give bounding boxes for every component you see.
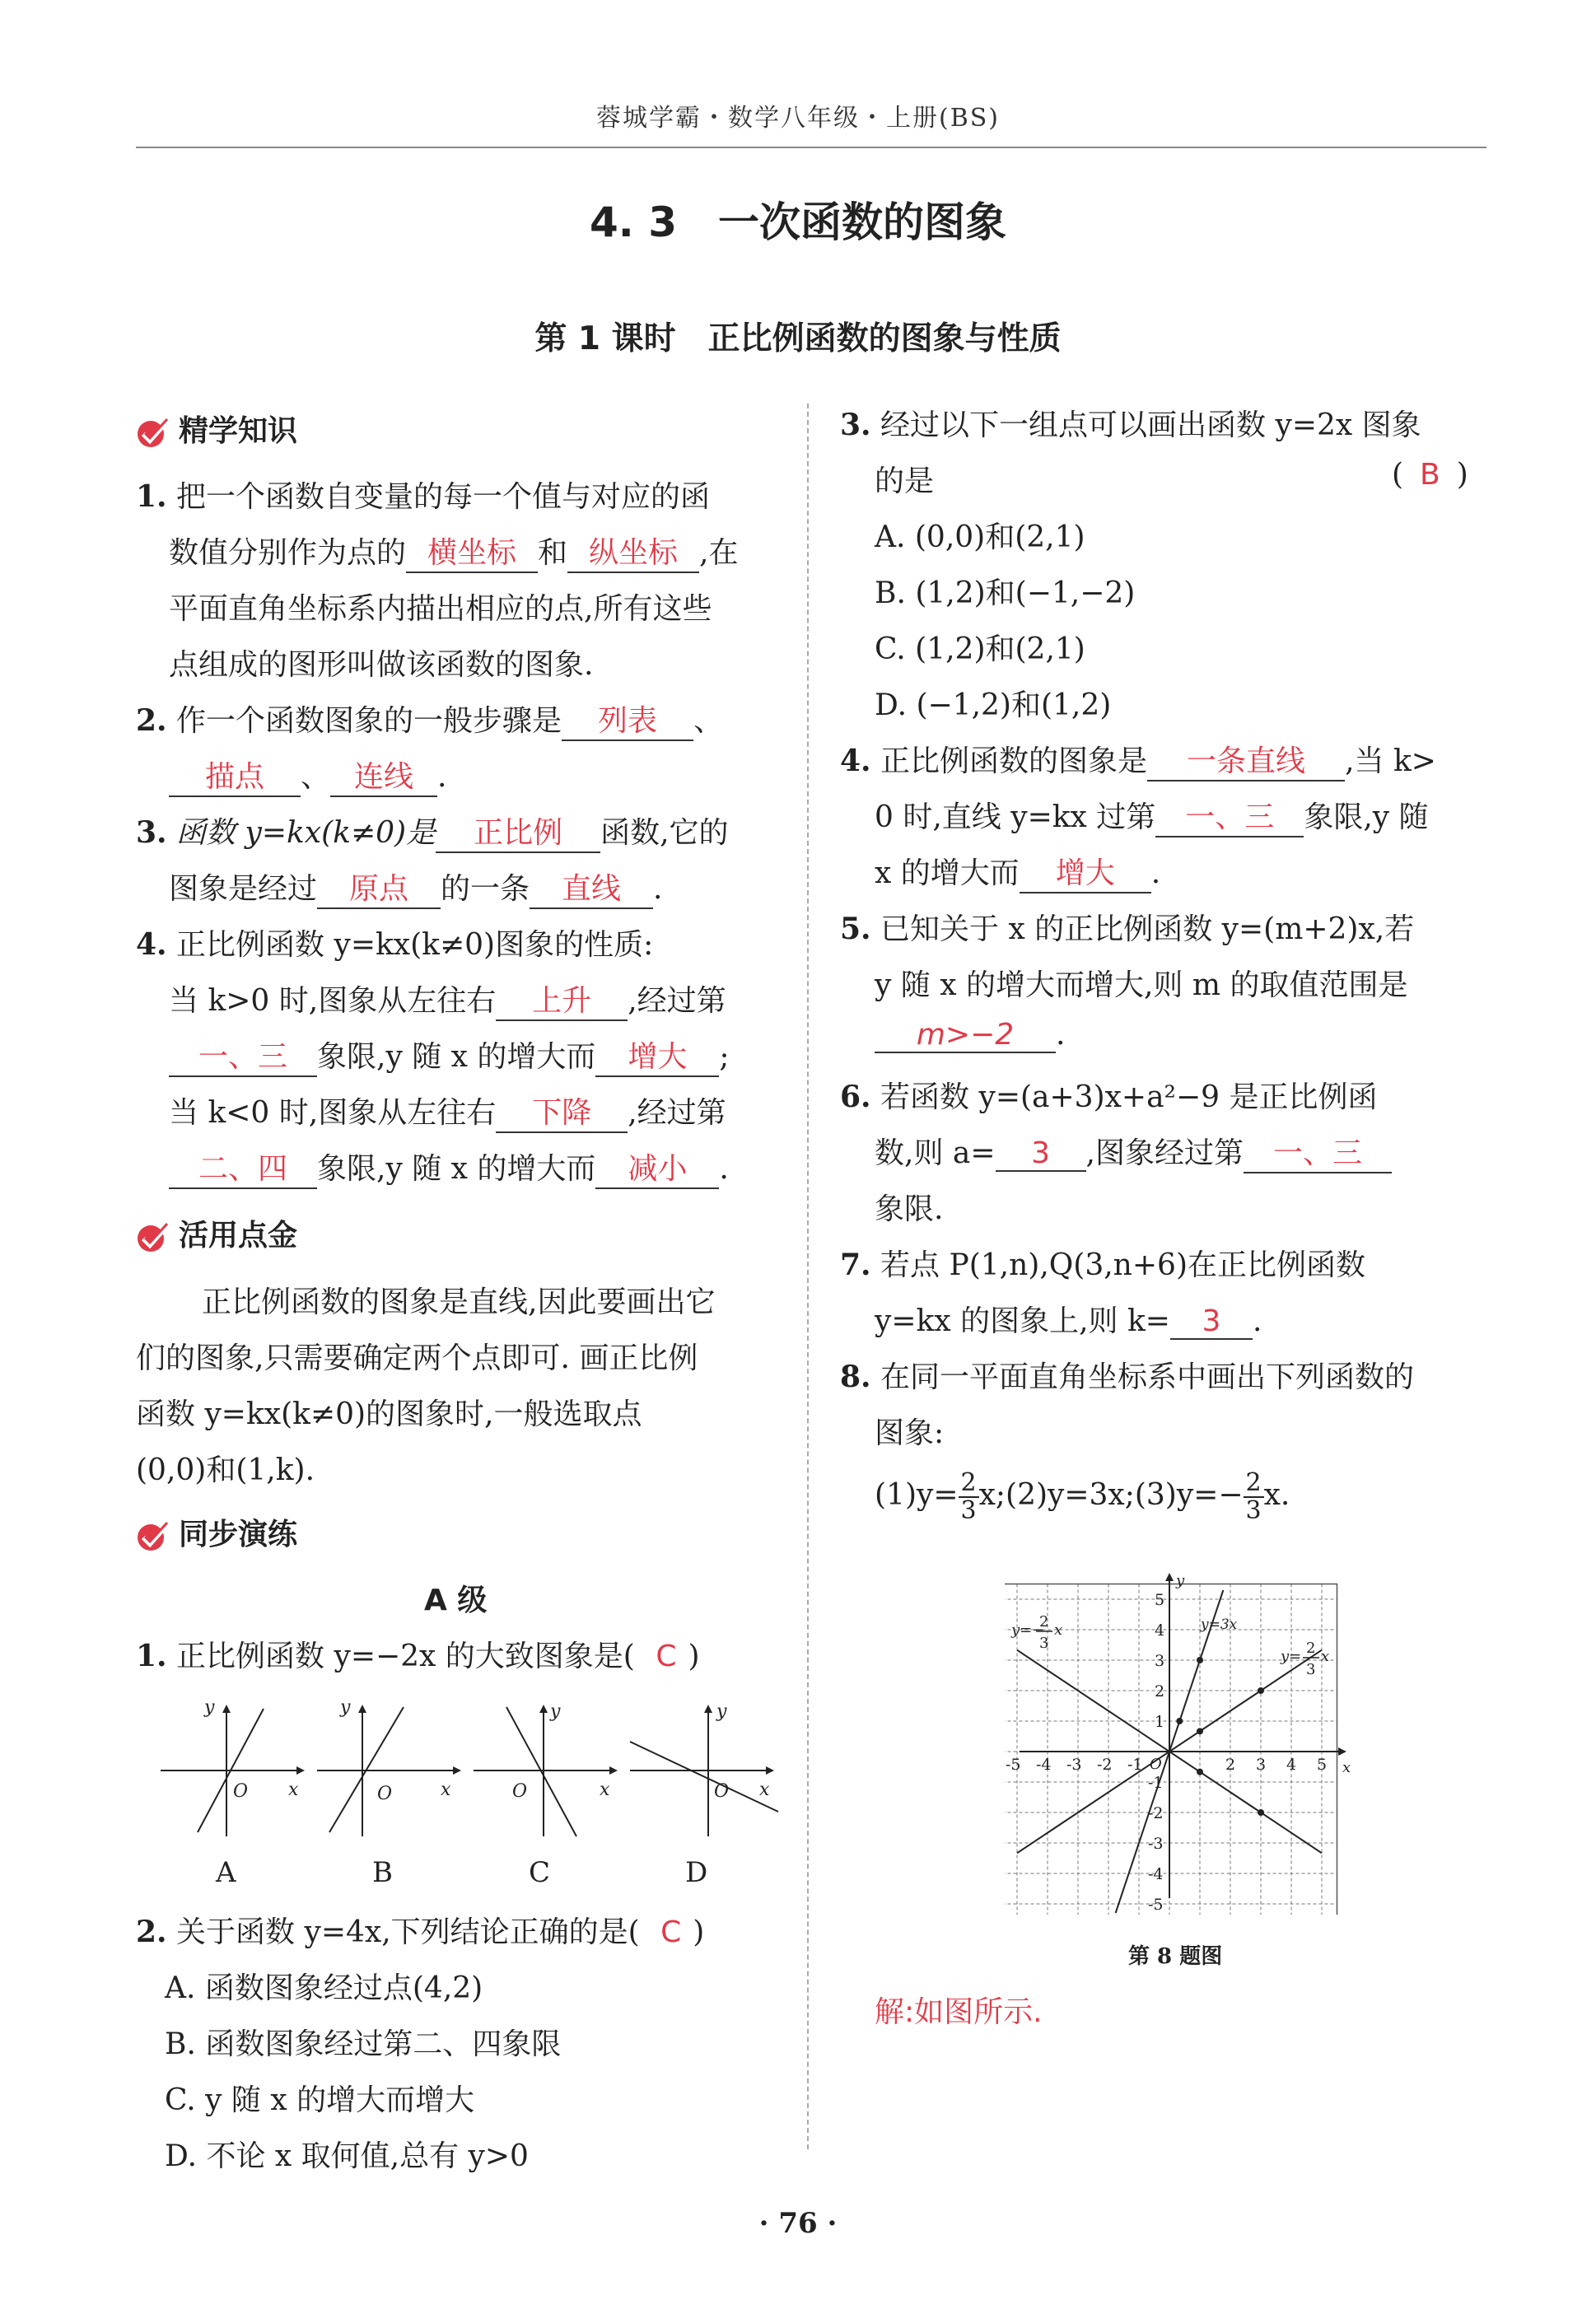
knowledge-heading-text: 精学知识 — [179, 414, 298, 448]
plot-point — [1197, 1769, 1203, 1775]
question-text: . — [1150, 856, 1161, 890]
right-q8-line2: 图象: — [875, 1416, 945, 1450]
knowledge-heading — [136, 408, 297, 450]
question-text: 若函数 y=(a+3)x+a²−9 是正比例函 — [880, 1080, 1378, 1114]
knowledge-q3-line1 — [136, 809, 729, 853]
right-q3-line1 — [840, 402, 1421, 444]
graph-option-b[interactable] — [317, 1697, 461, 1889]
question-number: 4. — [136, 927, 167, 962]
question-text: ,图象经过第 — [1085, 1136, 1244, 1170]
label-part: x — [1054, 1621, 1063, 1639]
label-fraction-den: 3 — [1039, 1635, 1049, 1652]
x-tick-label: -3 — [1066, 1756, 1082, 1774]
question-text: ,在 — [699, 536, 739, 570]
answer-blank[interactable]: 一、三 — [169, 1033, 317, 1077]
question-number: 3. — [840, 408, 871, 442]
question-number: 1. — [136, 479, 167, 514]
graph-option-c[interactable] — [474, 1701, 618, 1889]
y-tick-label: 5 — [1155, 1591, 1165, 1609]
apply-heading-text: 活用点金 — [179, 1219, 298, 1253]
question-text: y=kx 的图象上,则 k= — [875, 1304, 1170, 1338]
graph-option-d[interactable] — [630, 1701, 778, 1889]
answer-choice[interactable]: C — [656, 1640, 677, 1673]
answer-choice[interactable]: C — [660, 1915, 682, 1949]
answer-blank[interactable]: 列表 — [562, 697, 693, 741]
question-text: 数值分别作为点的 — [169, 536, 407, 570]
knowledge-q1-line3: 平面直角坐标系内描出相应的点,所有这些 — [169, 592, 712, 626]
question-text: 、 — [693, 704, 724, 738]
question-text: 的一条 — [441, 872, 530, 906]
fraction-numerator: 2 — [959, 1470, 979, 1498]
practice-q1 — [136, 1633, 700, 1675]
axis-x-label: x — [441, 1780, 451, 1800]
option-label: A — [216, 1856, 236, 1889]
y-tick-label: -5 — [1148, 1896, 1164, 1914]
fraction — [1244, 1470, 1264, 1524]
answer-blank[interactable]: 一条直线 — [1147, 738, 1345, 781]
question-text: 经过以下一组点可以画出函数 y=2x 图象 — [880, 408, 1421, 442]
formula-text: x. — [1263, 1478, 1290, 1512]
knowledge-q4-line1 — [136, 921, 653, 963]
axis-x-label: x — [600, 1780, 610, 1800]
question-text: 已知关于 x 的正比例函数 y=(m+2)x,若 — [880, 912, 1415, 946]
figure-caption: 第 8 题图 — [1128, 1944, 1223, 1969]
practice-q2 — [136, 1909, 704, 1951]
plot-point — [1258, 1687, 1264, 1694]
y-tick-label: -1 — [1148, 1774, 1164, 1792]
apply-paragraph-line: 函数 y=kx(k≠0)的图象时,一般选取点 — [136, 1397, 642, 1431]
answer-blank[interactable]: 3 — [1170, 1304, 1253, 1340]
axis-x-label: x — [288, 1780, 299, 1800]
right-q7-line2 — [875, 1298, 1262, 1340]
lesson-title: 第 1 课时 正比例函数的图象与性质 — [534, 320, 1062, 357]
answer-blank[interactable]: 下降 — [496, 1089, 628, 1133]
question-number: 3. — [136, 815, 167, 850]
answer-blank[interactable]: 直线 — [530, 865, 653, 909]
x-tick-label: 5 — [1317, 1756, 1328, 1774]
x-tick-label: -1 — [1127, 1756, 1143, 1774]
question-text: 象限,y 随 x 的增大而 — [317, 1152, 596, 1186]
option-label: C — [529, 1856, 551, 1889]
right-q5-line1 — [840, 906, 1414, 948]
option-item[interactable]: D. (−1,2)和(1,2) — [875, 688, 1112, 722]
answer-blank[interactable]: 一、三 — [1244, 1130, 1392, 1173]
check-badge-icon — [136, 416, 172, 449]
option-item[interactable]: B. 函数图象经过第二、四象限 — [165, 2027, 562, 2061]
question-text: . — [653, 872, 663, 906]
right-q4-line2 — [875, 794, 1429, 837]
question-text: 函数,它的 — [600, 816, 729, 850]
fraction-numerator: 2 — [1244, 1470, 1264, 1498]
axis-y-label: y — [716, 1701, 727, 1722]
origin-label: O — [714, 1781, 730, 1802]
option-item[interactable]: D. 不论 x 取何值,总有 y>0 — [165, 2139, 529, 2173]
page-number: · 76 · — [758, 2207, 838, 2240]
question-number: 7. — [840, 1248, 871, 1282]
question-text: 函数 y=kx(k≠0)是 — [176, 816, 436, 850]
y-tick-label: 3 — [1155, 1652, 1165, 1670]
label-line-3x: y=3x — [1201, 1617, 1238, 1633]
page-header: 蓉城学霸・数学八年级・上册(BS) — [595, 104, 1000, 133]
question-number: 5. — [840, 912, 871, 946]
solution-text: 解:如图所示. — [875, 1995, 1043, 2029]
paren: ( — [1392, 458, 1404, 492]
label-fraction-num: 2 — [1306, 1640, 1316, 1657]
question-number: 2. — [136, 703, 167, 738]
question-text: 象限,y 随 x 的增大而 — [317, 1040, 596, 1074]
question-text: 把一个函数自变量的每一个值与对应的函 — [176, 480, 711, 514]
label-part: x — [1321, 1648, 1330, 1665]
plot-point — [1197, 1728, 1203, 1734]
graph-origin-label: O — [1150, 1756, 1162, 1773]
origin-label: O — [377, 1784, 393, 1804]
header-divider — [136, 147, 1486, 148]
answer-choice[interactable]: B — [1420, 458, 1440, 492]
label-part: y=− — [1011, 1621, 1045, 1639]
question-text: 关于函数 y=4x,下列结论正确的是( — [176, 1915, 640, 1949]
answer-blank[interactable]: 增大 — [595, 1033, 719, 1077]
option-label: B — [372, 1856, 393, 1889]
answer-blank[interactable]: 描点 — [169, 753, 301, 797]
question-text: 正比例函数 y=−2x 的大致图象是( — [176, 1640, 635, 1673]
right-q5-line3 — [875, 1018, 1065, 1053]
y-axis-arrow-icon — [1165, 1573, 1174, 1581]
check-badge-icon — [136, 1519, 172, 1552]
answer-blank[interactable]: m>−2 — [875, 1018, 1056, 1053]
question-text: 数,则 a= — [875, 1136, 996, 1170]
y-tick-label: -2 — [1148, 1804, 1164, 1822]
formula-text: (1)y= — [875, 1478, 959, 1512]
y-tick-label: 1 — [1155, 1713, 1165, 1731]
knowledge-q4-line5 — [169, 1145, 729, 1189]
answer-blank[interactable]: 正比例 — [436, 809, 600, 853]
answer-blank[interactable]: 横坐标 — [406, 530, 538, 573]
x-tick-label: 3 — [1256, 1756, 1267, 1774]
answer-blank[interactable]: 原点 — [317, 865, 441, 909]
column-divider — [807, 404, 809, 2149]
origin-label: O — [233, 1781, 249, 1802]
question-number: 2. — [136, 1915, 167, 1949]
fraction-denominator: 3 — [960, 1496, 977, 1525]
option-item[interactable]: A. 函数图象经过点(4,2) — [165, 1971, 483, 2005]
knowledge-q4-line3 — [169, 1033, 730, 1077]
question-text: ) — [693, 1915, 705, 1949]
axis-x-label: x — [759, 1780, 770, 1800]
x-tick-label: -5 — [1006, 1756, 1021, 1774]
right-q6-line2 — [875, 1130, 1392, 1173]
plot-point — [1176, 1718, 1183, 1724]
question-number: 4. — [840, 744, 871, 778]
knowledge-q3-line2 — [169, 865, 662, 909]
right-q4-line3 — [875, 850, 1160, 893]
answer-blank[interactable]: 减小 — [595, 1145, 719, 1189]
question-number: 6. — [840, 1080, 871, 1114]
x-axis-arrow-icon — [1338, 1747, 1346, 1756]
question-text: 正比例函数的图象是 — [880, 744, 1148, 778]
question-text: 作一个函数图象的一般步骤是 — [176, 704, 562, 738]
question-text: . — [1252, 1304, 1262, 1338]
answer-blank[interactable]: 3 — [996, 1136, 1086, 1172]
apply-paragraph-line: 正比例函数的图象是直线,因此要画出它 — [202, 1285, 716, 1319]
answer-blank[interactable]: 一、三 — [1155, 794, 1304, 837]
x-tick-label: -4 — [1036, 1756, 1052, 1774]
y-tick-label: 4 — [1155, 1621, 1165, 1640]
section-title: 4. 3 一次函数的图象 — [590, 198, 1006, 246]
question-text: x 的增大而 — [875, 856, 1020, 890]
practice-heading-text: 同步演练 — [179, 1518, 298, 1551]
question-text: . — [1056, 1018, 1066, 1052]
option-label: D — [685, 1856, 708, 1889]
x-tick-label: 4 — [1286, 1756, 1297, 1774]
answer-blank[interactable]: 纵坐标 — [567, 530, 699, 573]
graph-y-label: y — [1176, 1572, 1185, 1589]
question-number: 8. — [840, 1360, 871, 1394]
question-text: ) — [688, 1640, 700, 1673]
apply-paragraph-line: (0,0)和(1,k). — [136, 1453, 315, 1487]
fraction — [959, 1470, 979, 1524]
origin-label: O — [512, 1781, 528, 1802]
answer-blank[interactable]: 二、四 — [169, 1145, 317, 1189]
knowledge-q1-line1 — [136, 474, 710, 516]
graph-option-a[interactable] — [161, 1697, 305, 1889]
apply-paragraph-line: 们的图象,只需要确定两个点即可. 画正比例 — [136, 1341, 698, 1375]
knowledge-q4-line4 — [169, 1089, 726, 1133]
label-line-neg — [1010, 1613, 1062, 1652]
right-q8-formulas — [875, 1470, 1290, 1524]
knowledge-q2-line2 — [169, 753, 446, 797]
question-text: 在同一平面直角坐标系中画出下列函数的 — [880, 1360, 1415, 1394]
right-q6-line1 — [840, 1074, 1378, 1116]
answer-blank[interactable]: 增大 — [1020, 850, 1151, 893]
question-text: 当 k>0 时,图象从左往右 — [169, 984, 497, 1018]
y-tick-label: -4 — [1148, 1865, 1164, 1883]
right-q3-answer — [1392, 458, 1468, 492]
question-text: 正比例函数 y=kx(k≠0)图象的性质: — [176, 928, 654, 962]
option-item[interactable]: B. (1,2)和(−1,−2) — [875, 576, 1136, 610]
level-label: A 级 — [424, 1584, 488, 1617]
axis-y-label: y — [340, 1697, 351, 1718]
question-text: . — [719, 1152, 729, 1186]
label-part: y= — [1281, 1648, 1302, 1665]
apply-heading — [136, 1212, 297, 1254]
right-q7-line1 — [840, 1242, 1365, 1284]
option-item[interactable]: A. (0,0)和(2,1) — [875, 520, 1085, 554]
right-q6-line3: 象限. — [875, 1192, 944, 1226]
paren: ) — [1456, 458, 1468, 492]
fraction-denominator: 3 — [1245, 1496, 1262, 1525]
axis-y-label: y — [204, 1697, 215, 1718]
question-text: ,经过第 — [628, 984, 726, 1018]
knowledge-q1-line4: 点组成的图形叫做该函数的图象. — [169, 648, 594, 682]
question-text: 和 — [538, 536, 568, 570]
label-fraction-den: 3 — [1306, 1661, 1316, 1678]
x-tick-label: -2 — [1097, 1756, 1113, 1774]
right-q8-line1 — [840, 1354, 1414, 1396]
knowledge-q4-line2 — [169, 977, 726, 1021]
right-q3-line2: 的是 — [875, 464, 935, 498]
practice-heading — [136, 1511, 297, 1553]
knowledge-q1-line2 — [169, 530, 738, 573]
question-text: ; — [719, 1040, 730, 1074]
plot-point — [1258, 1809, 1264, 1816]
question-number: 1. — [136, 1639, 167, 1673]
question-text: ,经过第 — [628, 1096, 726, 1130]
knowledge-q2-line1 — [136, 697, 723, 741]
label-fraction-num: 2 — [1039, 1613, 1049, 1631]
check-badge-icon — [136, 1220, 172, 1253]
question-text: 当 k<0 时,图象从左往右 — [169, 1096, 497, 1130]
question-text: 图象是经过 — [169, 872, 318, 906]
formula-text: x;(2)y=3x;(3)y=− — [978, 1478, 1244, 1512]
option-item[interactable]: C. (1,2)和(2,1) — [875, 632, 1085, 666]
question-text: 若点 P(1,n),Q(3,n+6)在正比例函数 — [880, 1248, 1365, 1282]
question-text: 0 时,直线 y=kx 过第 — [875, 800, 1156, 834]
q1-options-graphs — [156, 1692, 782, 1898]
option-item[interactable]: C. y 随 x 的增大而增大 — [165, 2083, 475, 2117]
answer-blank[interactable]: 上升 — [496, 977, 628, 1021]
y-tick-label: 2 — [1155, 1682, 1165, 1701]
q8-coordinate-graph — [1005, 1569, 1351, 1915]
question-text: . — [437, 760, 447, 794]
question-text: 象限,y 随 — [1304, 800, 1429, 834]
answer-blank[interactable]: 连线 — [330, 753, 437, 797]
question-text: 、 — [301, 760, 331, 794]
y-tick-label: -3 — [1148, 1835, 1164, 1853]
right-q4-line1 — [840, 738, 1436, 781]
question-text: ,当 k> — [1345, 744, 1436, 778]
x-tick-label: 2 — [1225, 1756, 1236, 1774]
plot-point — [1197, 1657, 1203, 1663]
graph-x-label: x — [1342, 1759, 1351, 1776]
axis-y-label: y — [550, 1701, 561, 1722]
right-q5-line2: y 随 x 的增大而增大,则 m 的取值范围是 — [875, 968, 1408, 1002]
